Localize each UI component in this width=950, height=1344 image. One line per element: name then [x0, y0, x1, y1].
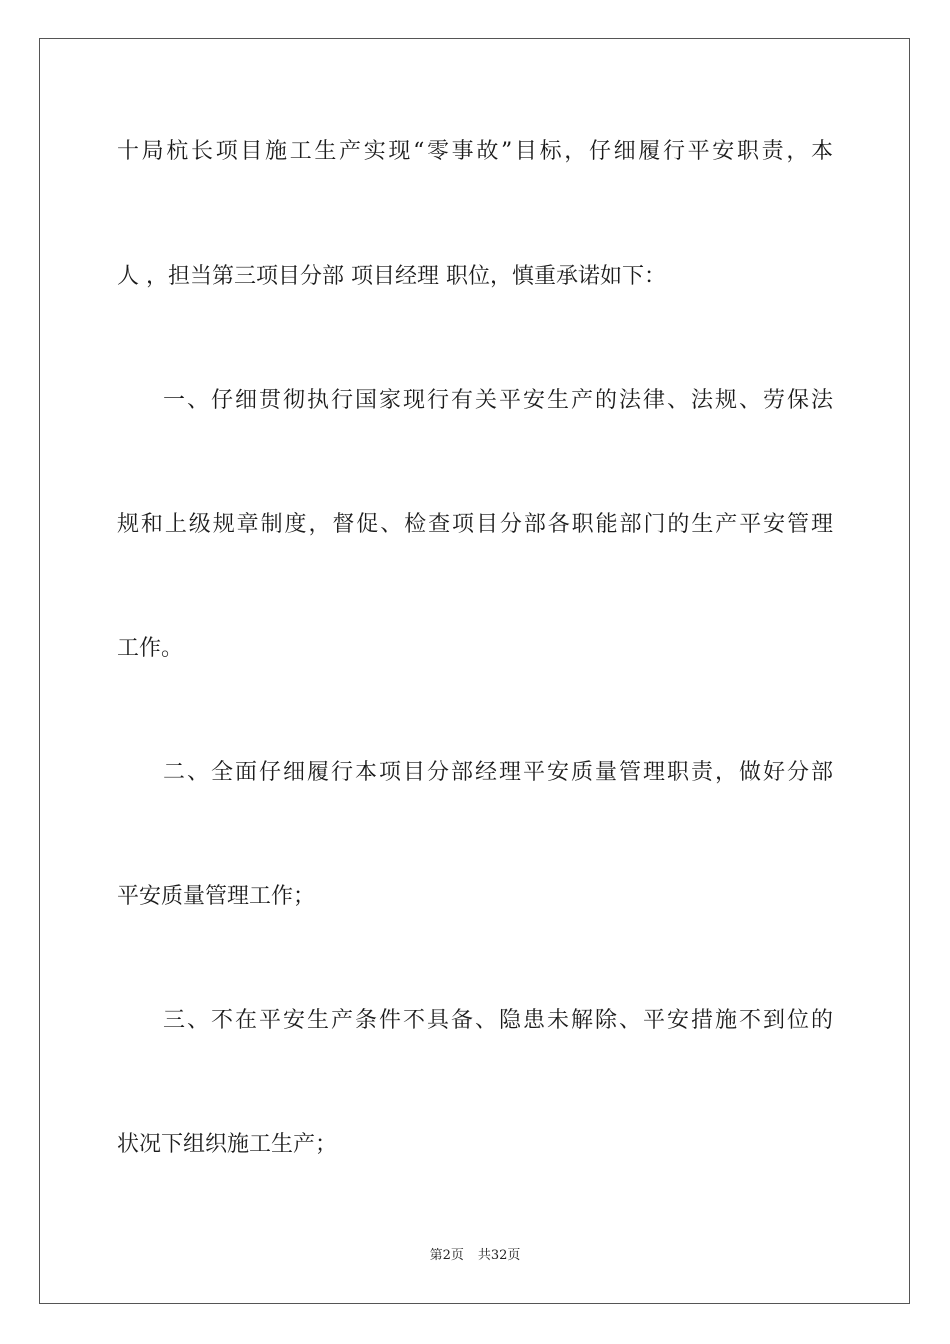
page-footer	[0, 1248, 950, 1264]
body-line-8: 三、不在平安生产条件不具备、隐患未解除、平安措施不到位的	[163, 1008, 833, 1033]
body-line-7: 平安质量管理工作；	[117, 884, 316, 909]
page-number: 第2页	[429, 1248, 464, 1263]
page-total: 共32页	[477, 1248, 521, 1263]
body-line-1: 十局杭长项目施工生产实现“零事故”目标，仔细履行平安职责，本	[117, 139, 833, 164]
body-line-3: 一、仔细贯彻执行国家现行有关平安生产的法律、法规、劳保法	[163, 388, 833, 413]
body-line-9: 状况下组织施工生产；	[117, 1132, 338, 1157]
body-line-6: 二、全面仔细履行本项目分部经理平安质量管理职责，做好分部	[163, 760, 833, 785]
page-frame	[39, 38, 910, 1304]
body-line-5: 工作。	[117, 636, 184, 661]
body-line-2: 人 ，担当第三项目分部 项目经理 职位，慎重承诺如下：	[117, 264, 666, 289]
body-line-4: 规和上级规章制度，督促、检查项目分部各职能部门的生产平安管理	[117, 512, 833, 537]
